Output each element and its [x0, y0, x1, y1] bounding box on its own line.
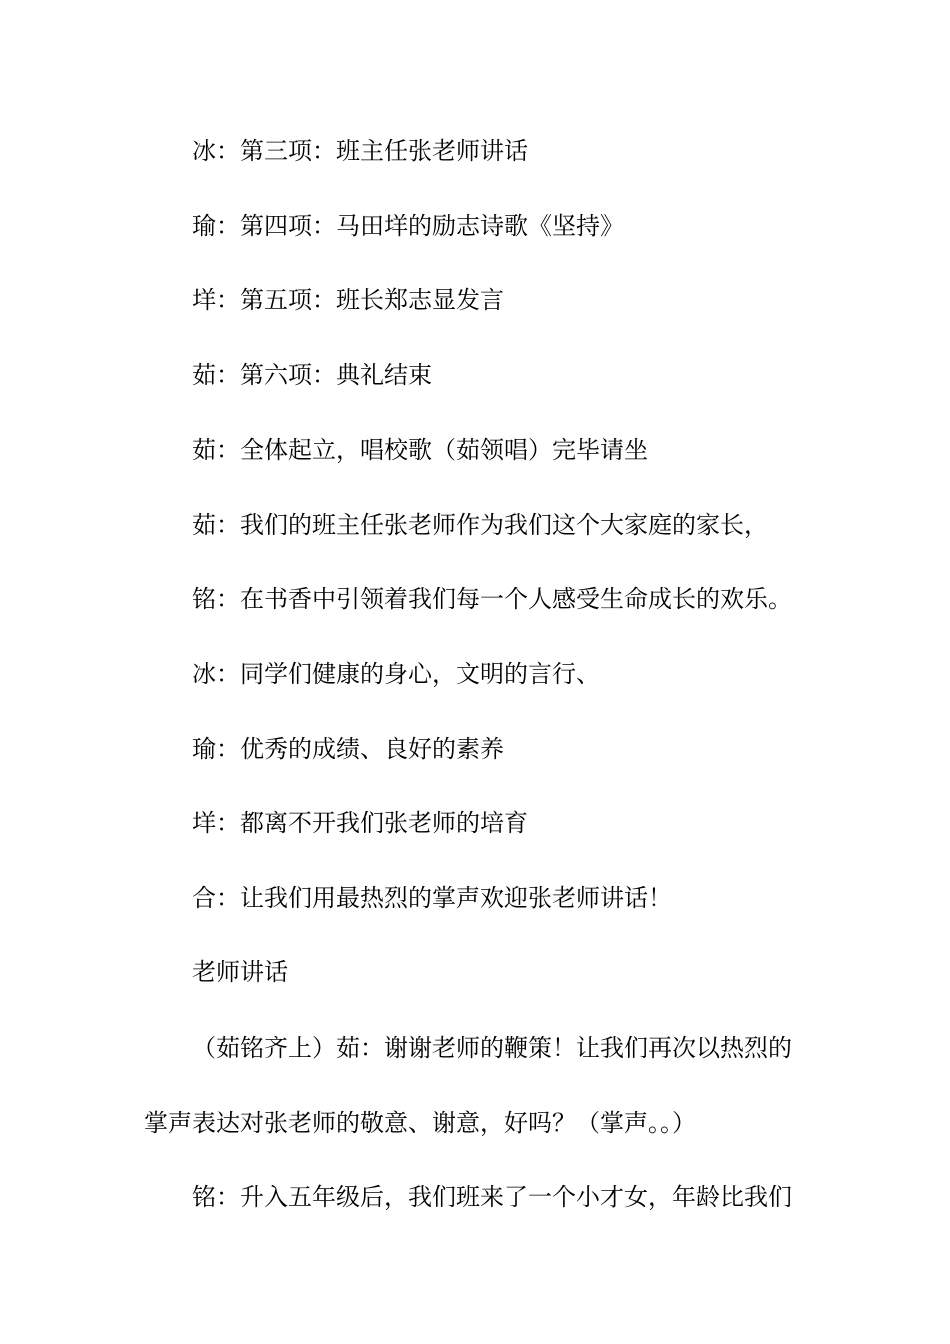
- text-line: 铭：升入五年级后，我们班来了一个小才女，年龄比我们: [192, 1183, 792, 1211]
- text-line: 铭：在书香中引领着我们每一个人感受生命成长的欢乐。: [192, 585, 792, 613]
- text-line: 冰：第三项：班主任张老师讲话: [192, 137, 528, 165]
- text-line: 垟：第五项：班长郑志显发言: [192, 286, 504, 314]
- text-line: 合：让我们用最热烈的掌声欢迎张老师讲话！: [192, 884, 672, 912]
- text-line: 茹：第六项：典礼结束: [192, 361, 432, 389]
- text-line: 老师讲话: [192, 958, 288, 986]
- text-line: 茹：我们的班主任张老师作为我们这个大家庭的家长，: [192, 511, 768, 539]
- text-line: 茹：全体起立，唱校歌（茹领唱）完毕请坐: [192, 436, 648, 464]
- text-line: 冰：同学们健康的身心，文明的言行、: [192, 660, 600, 688]
- text-line: 垟：都离不开我们张老师的培育: [192, 809, 528, 837]
- text-line: 瑜：第四项：马田垟的励志诗歌《坚持》: [192, 212, 624, 240]
- text-line: 掌声表达对张老师的敬意、谢意，好吗？（掌声。。）: [144, 1109, 696, 1137]
- text-line: 瑜：优秀的成绩、良好的素养: [192, 735, 504, 763]
- text-line: （茹铭齐上）茹：谢谢老师的鞭策！让我们再次以热烈的: [192, 1034, 792, 1062]
